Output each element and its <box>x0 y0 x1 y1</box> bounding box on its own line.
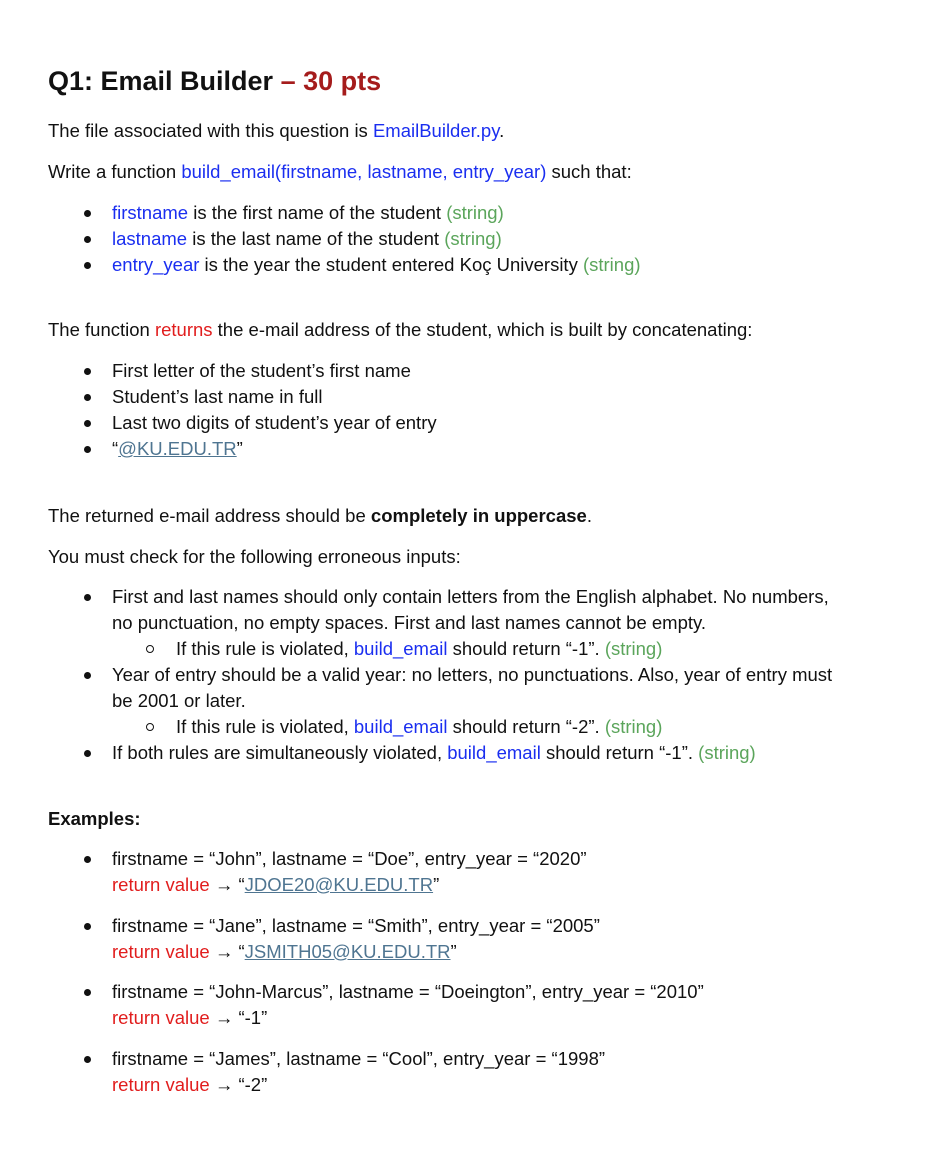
quote-open: “ <box>238 941 245 962</box>
quote-close: ” <box>236 438 243 459</box>
title-main: Q1: Email Builder <box>48 66 274 96</box>
quote-open: “ <box>238 874 245 895</box>
function-signature: build_email(firstname, lastname, entry_year) <box>181 161 547 182</box>
sub-rule-prefix: If this rule is violated, <box>176 716 354 737</box>
sub-rule-mid: should return “-2”. <box>447 716 605 737</box>
list-item <box>0 252 641 278</box>
sub-rule <box>112 714 832 740</box>
example-input: firstname = “John-Marcus”, lastname = “Doeington”, entry_year = “2010” <box>112 981 704 1002</box>
param-desc: is the year the student entered Koç University <box>199 254 583 275</box>
email-link[interactable]: JDOE20@KU.EDU.TR <box>244 874 434 895</box>
file-name: EmailBuilder.py <box>372 120 500 141</box>
function-name: build_email <box>447 742 541 763</box>
list-item <box>0 740 832 766</box>
list-item <box>0 1046 605 1098</box>
check-line: You must check for the following erroneous inputs: <box>48 546 461 567</box>
params-list <box>0 200 641 278</box>
list-item <box>0 200 641 226</box>
list-item <box>0 410 437 436</box>
rule-text: no punctuation, no empty spaces. First and last names cannot be empty. <box>112 612 707 633</box>
rule-text: be 2001 or later. <box>112 690 246 711</box>
example-item <box>0 979 704 1031</box>
example-output <box>112 872 587 898</box>
param-name: lastname <box>112 228 188 249</box>
example-output <box>112 1005 704 1031</box>
return-label: return value <box>112 941 210 962</box>
quote-open: “ <box>112 438 119 459</box>
example-output <box>112 939 600 965</box>
write-line-prefix: Write a function <box>48 161 182 182</box>
uppercase-suffix: . <box>586 505 592 526</box>
arrow-icon: → <box>209 874 239 895</box>
return-value: “-2” <box>238 1074 268 1095</box>
uppercase-line <box>48 503 592 529</box>
returns-line-suffix: the e-mail address of the student, which is built by concatenating: <box>212 319 753 340</box>
list-item <box>0 846 587 898</box>
param-desc: is the first name of the student <box>188 202 447 223</box>
concat-item: Student’s last name in full <box>112 386 323 407</box>
list-item <box>0 979 704 1031</box>
type-label: (string) <box>604 638 663 659</box>
domain-link[interactable]: @KU.EDU.TR <box>118 438 237 459</box>
return-value: “-1” <box>238 1007 268 1028</box>
param-type: (string) <box>582 254 641 275</box>
list-item <box>0 913 600 965</box>
list-item <box>0 358 437 384</box>
email-link[interactable]: JSMITH05@KU.EDU.TR <box>244 941 451 962</box>
sub-rule-prefix: If this rule is violated, <box>176 638 354 659</box>
file-line <box>48 118 504 144</box>
uppercase-bold: completely in uppercase <box>370 505 587 526</box>
param-type: (string) <box>446 202 504 223</box>
rule-text: Year of entry should be a valid year: no letters, no punctuations. Also, year of entry must <box>112 664 833 685</box>
function-name: build_email <box>353 716 448 737</box>
example-item <box>0 846 587 898</box>
param-desc: is the last name of the student <box>187 228 445 249</box>
list-item <box>0 584 832 662</box>
example-output <box>112 1072 605 1098</box>
arrow-icon: → <box>209 1007 239 1028</box>
param-name: firstname <box>112 202 189 223</box>
example-input: firstname = “James”, lastname = “Cool”, entry_year = “1998” <box>112 1048 606 1069</box>
param-name: entry_year <box>112 254 200 275</box>
concat-item: First letter of the student’s first name <box>112 360 411 381</box>
sub-rule <box>112 636 832 662</box>
returns-keyword: returns <box>154 319 213 340</box>
arrow-icon: → <box>209 941 239 962</box>
example-input: firstname = “Jane”, lastname = “Smith”, entry_year = “2005” <box>112 915 600 936</box>
file-line-suffix: . <box>499 120 505 141</box>
rules-list <box>0 584 832 766</box>
list-item <box>0 436 437 462</box>
returns-line-prefix: The function <box>48 319 155 340</box>
returns-line <box>48 317 752 343</box>
list-item <box>0 226 641 252</box>
quote-close: ” <box>450 941 457 962</box>
arrow-icon: → <box>209 1074 239 1095</box>
type-label: (string) <box>604 716 663 737</box>
list-item <box>0 662 832 740</box>
type-label: (string) <box>698 742 756 763</box>
rule-prefix: If both rules are simultaneously violated, <box>112 742 448 763</box>
rule-text: First and last names should only contain letters from the English alphabet. No numbers, <box>112 586 829 607</box>
example-item <box>0 913 600 965</box>
examples-heading: Examples: <box>48 808 141 829</box>
title-points: – 30 pts <box>280 66 382 96</box>
page-title <box>48 66 381 97</box>
concat-item: Last two digits of student’s year of entry <box>112 412 437 433</box>
return-label: return value <box>112 1074 210 1095</box>
rule-mid: should return “-1”. <box>540 742 699 763</box>
return-label: return value <box>112 1007 210 1028</box>
write-line <box>48 159 632 185</box>
list-item <box>0 384 437 410</box>
uppercase-prefix: The returned e-mail address should be <box>48 505 371 526</box>
concat-list <box>0 358 437 462</box>
quote-close: ” <box>433 874 440 895</box>
example-item <box>0 1046 605 1098</box>
file-line-prefix: The file associated with this question is <box>48 120 373 141</box>
example-input: firstname = “John”, lastname = “Doe”, entry_year = “2020” <box>112 848 587 869</box>
return-label: return value <box>112 874 210 895</box>
sub-rule-mid: should return “-1”. <box>447 638 605 659</box>
function-name: build_email <box>353 638 448 659</box>
write-line-suffix: such that: <box>546 161 632 182</box>
param-type: (string) <box>444 228 502 249</box>
